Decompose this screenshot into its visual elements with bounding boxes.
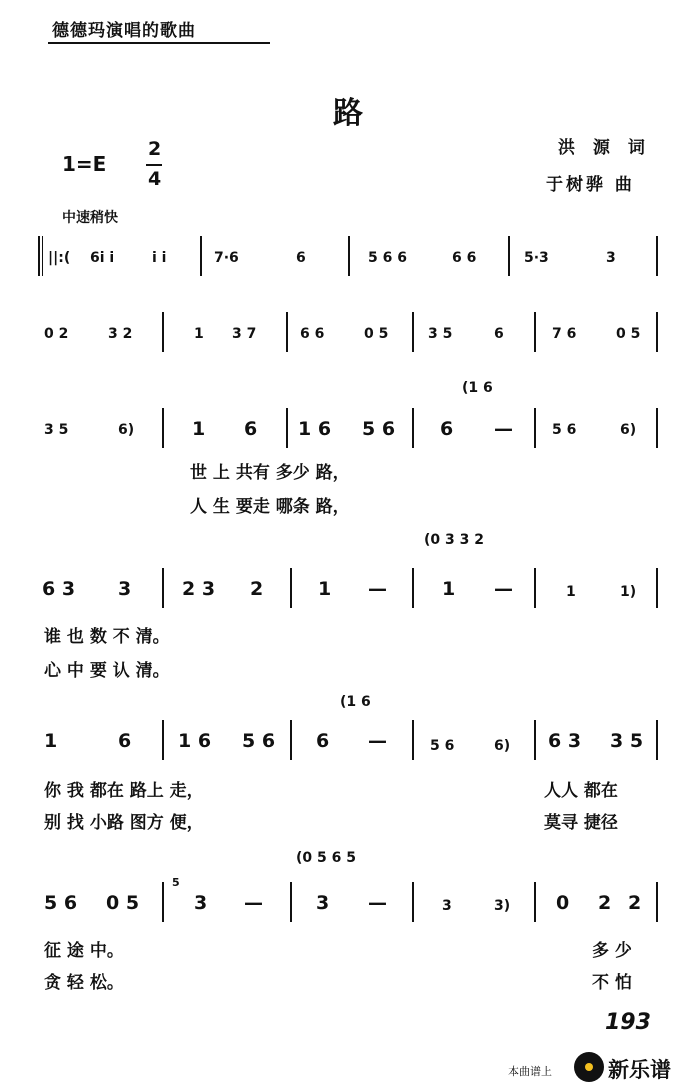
bar-line (412, 568, 414, 608)
note: 6) (620, 422, 637, 438)
bar-line (656, 236, 658, 276)
note: 5 6 6 (368, 250, 407, 266)
note: 5·3 (524, 250, 549, 266)
note: — (368, 730, 387, 752)
bar-line (290, 720, 292, 760)
note: 0 (556, 892, 570, 914)
note: 7·6 (214, 250, 239, 266)
note: 3 5 (44, 422, 69, 438)
bar-line (534, 568, 536, 608)
note: 2 (250, 578, 264, 600)
bar-line (290, 882, 292, 922)
note: 6 6 (300, 326, 325, 342)
note: 0 5 (616, 326, 641, 342)
note: 6 (118, 730, 132, 752)
bar-line (656, 882, 658, 922)
note: 2 (628, 892, 642, 914)
bar-line (162, 720, 164, 760)
time-signature-top: 2 (148, 138, 162, 160)
bar-line (534, 882, 536, 922)
lyric-line: 多 少 (592, 941, 632, 961)
note: 6 (494, 326, 504, 342)
section-title: 德德玛演唱的歌曲 (52, 21, 196, 41)
note: 5 6 (362, 418, 396, 440)
lyric-line: 莫寻 捷径 (544, 813, 618, 833)
note: 5 6 (552, 422, 577, 438)
note: 6) (494, 738, 511, 754)
lyric-line: 人 生 要走 哪条 路， (190, 497, 350, 517)
bar-line (286, 408, 288, 448)
note: 6 (296, 250, 306, 266)
bar-line (534, 312, 536, 352)
note: 5 6 (430, 738, 455, 754)
note: 1 (442, 578, 456, 600)
bar-line (412, 882, 414, 922)
bar-line (200, 236, 202, 276)
bar-line (162, 408, 164, 448)
lyric-line: 你 我 都在 路上 走， (44, 781, 204, 801)
note: 3 5 (610, 730, 644, 752)
source-label: 本曲谱上 (508, 1065, 552, 1078)
bar-line (290, 568, 292, 608)
note: 6 3 (548, 730, 582, 752)
lyric-line: 贪 轻 松。 (44, 973, 124, 993)
bar-line (162, 882, 164, 922)
site-logo: 新乐谱 (608, 1058, 671, 1082)
note: 6 (440, 418, 454, 440)
note: 3 (194, 892, 208, 914)
bar-line (534, 720, 536, 760)
note: i i (152, 250, 167, 266)
bar-line (656, 720, 658, 760)
composer-credit: 于树骅 曲 (546, 175, 635, 195)
note: 3 (606, 250, 616, 266)
note: 6) (118, 422, 135, 438)
note: 7 6 (552, 326, 577, 342)
lyric-line: 别 找 小路 图方 便， (44, 813, 204, 833)
note: ||:( (48, 250, 71, 266)
note: 1 (318, 578, 332, 600)
time-signature-line (146, 164, 162, 166)
note: 5 6 (242, 730, 276, 752)
bar-line (412, 408, 414, 448)
lyric-line: 人人 都在 (544, 781, 618, 801)
note: 0 2 (44, 326, 69, 342)
song-title: 路 (333, 96, 363, 131)
note: 1 6 (298, 418, 332, 440)
note: 1 (194, 326, 204, 342)
lyric-line: 征 途 中。 (44, 941, 124, 961)
cue-notes: (0 3 3 2 (424, 532, 484, 548)
note: 0 5 (106, 892, 140, 914)
bar-line (656, 312, 658, 352)
bar-line (348, 236, 350, 276)
cue-notes: (1 6 (340, 694, 371, 710)
bar-line (38, 236, 40, 276)
note: 6 3 (42, 578, 76, 600)
note: — (494, 418, 513, 440)
note: 3 (316, 892, 330, 914)
note: 2 (598, 892, 612, 914)
note: — (368, 892, 387, 914)
grace-note: 5 (172, 876, 180, 889)
note: 1 (566, 584, 576, 600)
tempo-marking: 中速稍快 (62, 210, 118, 226)
bar-line (656, 568, 658, 608)
note: 0 5 (364, 326, 389, 342)
header-rule (48, 42, 270, 44)
note: 1 6 (178, 730, 212, 752)
note: 1 (192, 418, 206, 440)
bar-line (508, 236, 510, 276)
note: — (494, 578, 513, 600)
bar-line (656, 408, 658, 448)
bar-line (534, 408, 536, 448)
note: 1 (44, 730, 58, 752)
lyricist-credit: 洪 源 词 (558, 138, 651, 158)
note: 3 (118, 578, 132, 600)
note: 1) (620, 584, 637, 600)
time-signature-bottom: 4 (148, 168, 162, 190)
music-disc-icon (574, 1052, 604, 1082)
bar-line (162, 568, 164, 608)
note: 3 2 (108, 326, 133, 342)
bar-line (42, 236, 43, 276)
note: 6 (316, 730, 330, 752)
note: — (244, 892, 263, 914)
note: 3 (442, 898, 452, 914)
bar-line (412, 720, 414, 760)
page-number: 193 (605, 1010, 651, 1035)
note: 5 6 (44, 892, 78, 914)
note: 6 6 (452, 250, 477, 266)
lyric-line: 世 上 共有 多少 路， (190, 463, 350, 483)
bar-line (162, 312, 164, 352)
note: — (368, 578, 387, 600)
note: 6 (244, 418, 258, 440)
note: 2 3 (182, 578, 216, 600)
bar-line (412, 312, 414, 352)
lyric-line: 不 怕 (592, 973, 632, 993)
note: 3 5 (428, 326, 453, 342)
cue-notes: (0 5 6 5 (296, 850, 356, 866)
note: 3 7 (232, 326, 257, 342)
note: 3) (494, 898, 511, 914)
lyric-line: 谁 也 数 不 清。 (44, 627, 170, 647)
key-signature: 1=E (62, 152, 107, 176)
lyric-line: 心 中 要 认 清。 (44, 661, 170, 681)
bar-line (286, 312, 288, 352)
cue-notes: (1 6 (462, 380, 493, 396)
note: 6i i (90, 250, 115, 266)
